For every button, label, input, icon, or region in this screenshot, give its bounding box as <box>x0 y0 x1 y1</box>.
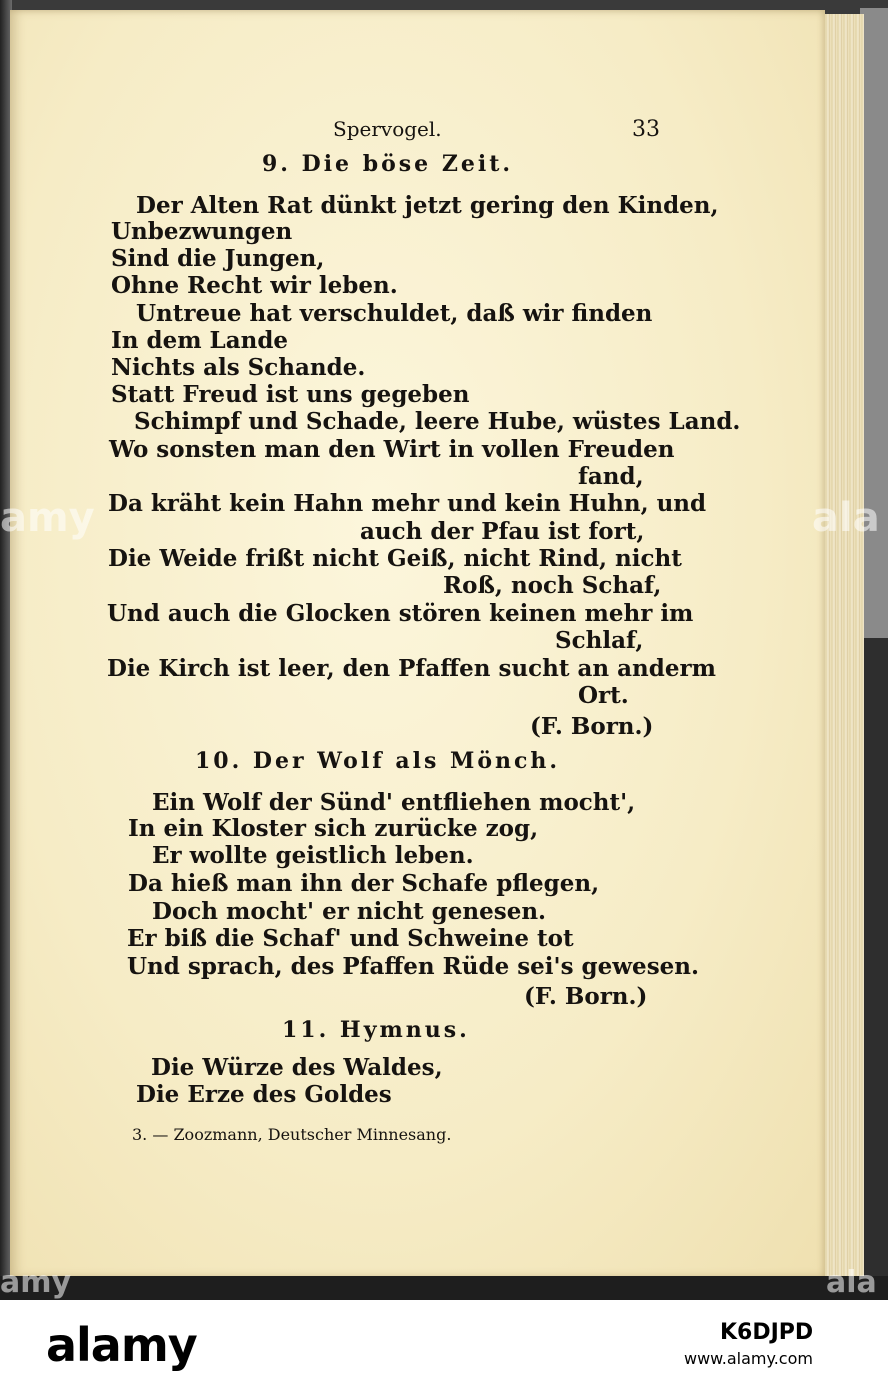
watermark-overlay: ala <box>812 495 880 541</box>
verse-line: In ein Kloster sich zurücke zog, <box>128 815 539 842</box>
alamy-logo: alamy <box>46 1318 197 1372</box>
verse-line: Die Würze des Waldes, <box>151 1054 443 1081</box>
verse-line: Schimpf und Schade, leere Hube, wüstes Land. <box>134 408 741 435</box>
watermark-overlay: ala <box>826 1265 877 1300</box>
verse-line: Doch mocht' er nicht genesen. <box>152 898 547 925</box>
verse-line: Schlaf, <box>555 627 644 654</box>
verse-line: Wo sonsten man den Wirt in vollen Freuden <box>109 436 675 463</box>
verse-line: In dem Lande <box>111 327 289 354</box>
verse-line: Unbezwungen <box>111 218 293 245</box>
verse-line: Statt Freud ist uns gegeben <box>111 381 470 408</box>
poem-heading: 11. Hymnus. <box>282 1017 470 1043</box>
verse-line: Der Alten Rat dünkt jetzt gering den Kinden, <box>136 192 719 219</box>
site-url: www.alamy.com <box>684 1349 813 1368</box>
watermark-overlay: amy <box>0 1265 72 1300</box>
image-id: K6DJPD <box>720 1320 814 1345</box>
attribution: (F. Born.) <box>524 983 648 1010</box>
poem-heading: 9. Die böse Zeit. <box>262 151 514 177</box>
running-head: Spervogel. <box>333 117 442 141</box>
verse-line: Er biß die Schaf' und Schweine tot <box>127 925 574 952</box>
scan-bottom-band <box>0 1276 888 1300</box>
verse-line: fand, <box>578 463 644 490</box>
verse-line: Und sprach, des Pfaffen Rüde sei's gewesen. <box>127 953 700 980</box>
verse-line: Ort. <box>578 682 629 709</box>
verse-line: Da hieß man ihn der Schafe pflegen, <box>128 870 600 897</box>
verse-line: Da kräht kein Hahn mehr und kein Huhn, und <box>108 490 707 517</box>
verse-line: Die Erze des Goldes <box>136 1081 392 1108</box>
signature-footer: 3. — Zoozmann, Deutscher Minnesang. <box>132 1125 452 1144</box>
verse-line: Die Kirch ist leer, den Pfaffen sucht an anderm <box>107 655 716 682</box>
verse-line: Ohne Recht wir leben. <box>111 272 398 299</box>
poem-heading: 10. Der Wolf als Mönch. <box>195 748 561 774</box>
verse-line: Sind die Jungen, <box>111 245 325 272</box>
verse-line: Die Weide frißt nicht Geiß, nicht Rind, nicht <box>108 545 682 572</box>
watermark-overlay: amy <box>0 495 95 541</box>
verse-line: Er wollte geistlich leben. <box>152 842 474 869</box>
verse-line: Roß, noch Schaf, <box>443 572 662 599</box>
attribution: (F. Born.) <box>530 713 654 740</box>
verse-line: Nichts als Schande. <box>111 354 366 381</box>
verse-line: auch der Pfau ist fort, <box>360 518 645 545</box>
verse-line: Untreue hat verschuldet, daß wir finden <box>136 300 653 327</box>
verse-line: Ein Wolf der Sünd' entfliehen mocht', <box>152 789 636 816</box>
book-cover-edge <box>860 8 888 1298</box>
page-number: 33 <box>632 117 660 142</box>
verse-line: Und auch die Glocken stören keinen mehr im <box>107 600 694 627</box>
